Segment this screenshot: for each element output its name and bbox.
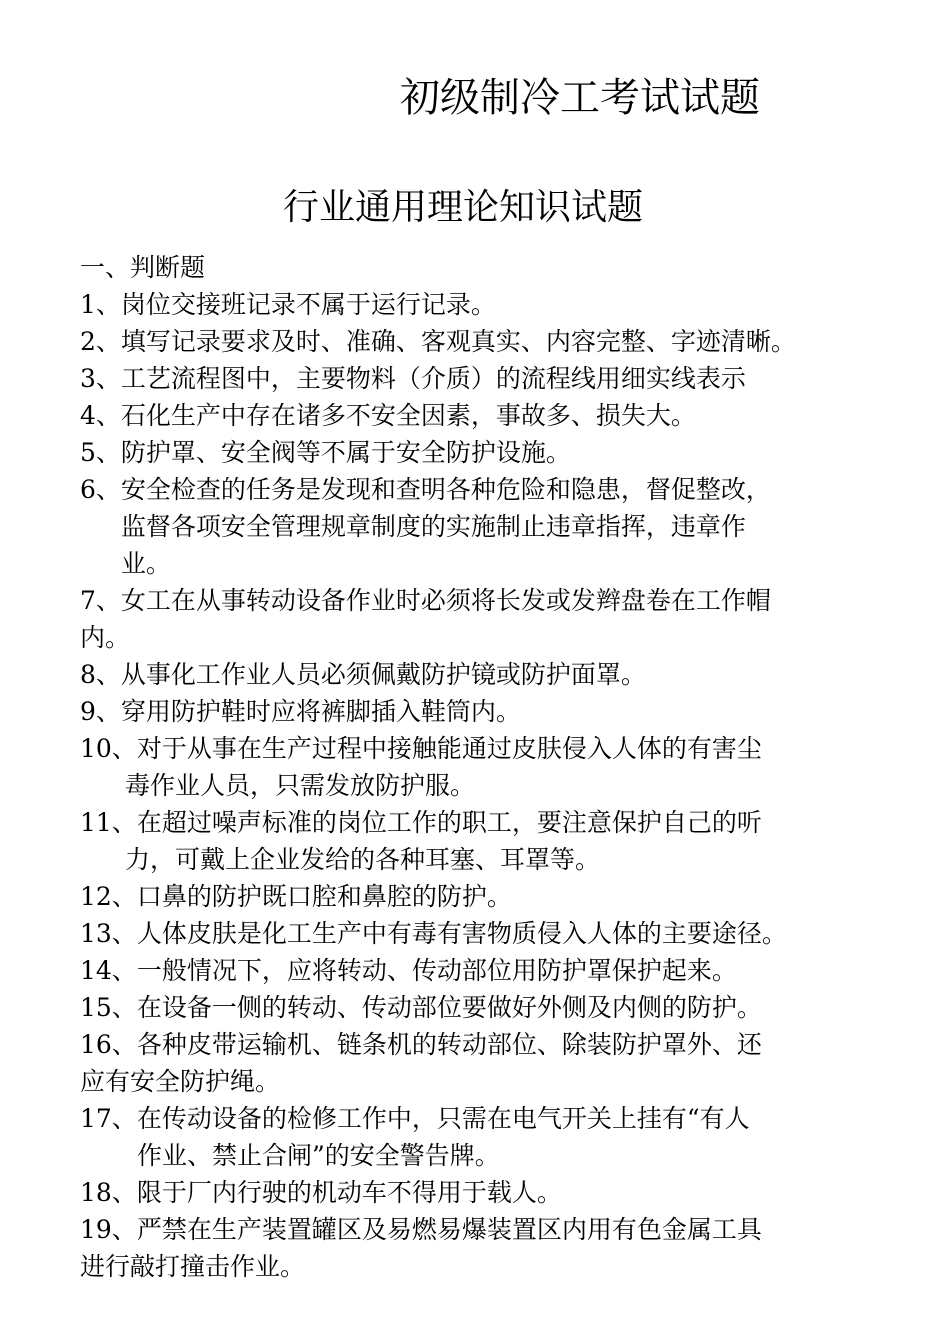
question-number: 2、 xyxy=(80,327,121,356)
question-text-line: 监督各项安全管理规章制度的实施制止违章指挥，违章作 xyxy=(120,512,746,541)
question-text: 石化生产中存在诸多不安全因素，事故多、损失大。 xyxy=(120,401,696,430)
question-text: 对于从事在生产过程中接触能通过皮肤侵入人体的有害尘 xyxy=(136,734,762,763)
question-text: 严禁在生产装置罐区及易燃易爆装置区内用有色金属工具 xyxy=(136,1215,762,1244)
question-text: 从事化工作业人员必须佩戴防护镜或防护面罩。 xyxy=(120,660,646,689)
question-item xyxy=(80,397,900,434)
question-text-line xyxy=(80,582,900,619)
question-number: 14、 xyxy=(80,956,137,985)
question-number: 16、 xyxy=(80,1030,137,1059)
question-text: 防护罩、安全阀等不属于安全防护设施。 xyxy=(120,438,571,467)
question-number: 18、 xyxy=(80,1178,137,1207)
question-item xyxy=(80,878,900,915)
document-title: 初级制冷工考试试题 xyxy=(400,75,760,121)
question-text-line: 作业、禁止合闸”的安全警告牌。 xyxy=(137,1141,500,1170)
question-item xyxy=(80,952,900,989)
question-item xyxy=(80,582,900,656)
question-text: 一般情况下，应将转动、传动部位用防护罩保护起来。 xyxy=(136,956,737,985)
section-heading: 一、判断题 xyxy=(80,253,206,282)
question-number: 5、 xyxy=(80,438,121,467)
question-text: 在超过噪声标准的岗位工作的职工，要注意保护自己的听 xyxy=(136,808,762,837)
question-text-line: 内。 xyxy=(80,623,131,652)
question-item xyxy=(80,323,900,360)
question-item xyxy=(80,1174,900,1211)
question-number: 3、 xyxy=(80,364,121,393)
question-text: 口鼻的防护既口腔和鼻腔的防护。 xyxy=(136,882,512,911)
question-number: 4、 xyxy=(80,401,121,430)
question-item xyxy=(80,471,900,582)
question-text-line xyxy=(80,1100,900,1137)
question-item xyxy=(80,1026,900,1100)
question-item xyxy=(80,1211,900,1285)
question-item xyxy=(80,656,900,693)
question-text xyxy=(121,471,771,582)
question-number: 8、 xyxy=(80,660,121,689)
question-text: 工艺流程图中，主要物料（介质）的流程线用细实线表示 xyxy=(120,364,746,393)
question-text-line: 进行敲打撞击作业。 xyxy=(80,1252,306,1281)
question-item xyxy=(80,1100,900,1174)
question-text: 穿用防护鞋时应将裤脚插入鞋筒内。 xyxy=(120,697,521,726)
question-item xyxy=(80,693,900,730)
question-item xyxy=(80,804,900,878)
question-text-line xyxy=(80,1211,900,1248)
question-text: 在传动设备的检修工作中，只需在电气开关上挂有“有人 xyxy=(136,1104,750,1133)
question-text-line: 业。 xyxy=(120,549,171,578)
question-text-line: 应有安全防护绳。 xyxy=(80,1067,281,1096)
question-number: 6、 xyxy=(80,475,121,504)
question-item xyxy=(80,915,900,952)
question-number: 17、 xyxy=(80,1104,137,1133)
question-item xyxy=(80,286,900,323)
question-number: 15、 xyxy=(80,993,137,1022)
question-item xyxy=(80,434,900,471)
question-number: 7、 xyxy=(80,586,121,615)
question-text-line xyxy=(80,1026,900,1063)
question-text: 限于厂内行驶的机动车不得用于载人。 xyxy=(136,1178,562,1207)
question-text: 填写记录要求及时、准确、客观真实、内容完整、字迹清晰。 xyxy=(120,327,796,356)
question-text-line: 毒作业人员，只需发放防护服。 xyxy=(125,771,476,800)
question-number: 13、 xyxy=(80,919,137,948)
question-number: 11、 xyxy=(80,808,137,837)
question-number: 9、 xyxy=(80,697,121,726)
question-number: 10、 xyxy=(80,734,137,763)
question-text: 各种皮带运输机、链条机的转动部位、除装防护罩外、还 xyxy=(136,1030,762,1059)
question-number: 19、 xyxy=(80,1215,137,1244)
question-item xyxy=(80,989,900,1026)
question-item xyxy=(80,360,900,397)
question-text: 在设备一侧的转动、传动部位要做好外侧及内侧的防护。 xyxy=(136,993,762,1022)
question-number: 1、 xyxy=(80,290,121,319)
question-text-line xyxy=(80,730,900,767)
question-text-line xyxy=(80,804,900,841)
question-text-line: 安全检查的任务是发现和查明各种危险和隐患，督促整改， xyxy=(120,475,771,504)
question-text: 岗位交接班记录不属于运行记录。 xyxy=(120,290,496,319)
question-item xyxy=(80,730,900,804)
question-text: 女工在从事转动设备作业时必须将长发或发辫盘卷在工作帽 xyxy=(120,586,771,615)
document-subtitle: 行业通用理论知识试题 xyxy=(283,187,644,228)
question-text: 人体皮肤是化工生产中有毒有害物质侵入人体的主要途径。 xyxy=(136,919,787,948)
question-text-line: 力，可戴上企业发给的各种耳塞、耳罩等。 xyxy=(125,845,601,874)
question-list xyxy=(80,286,900,1285)
question-number: 12、 xyxy=(80,882,137,911)
